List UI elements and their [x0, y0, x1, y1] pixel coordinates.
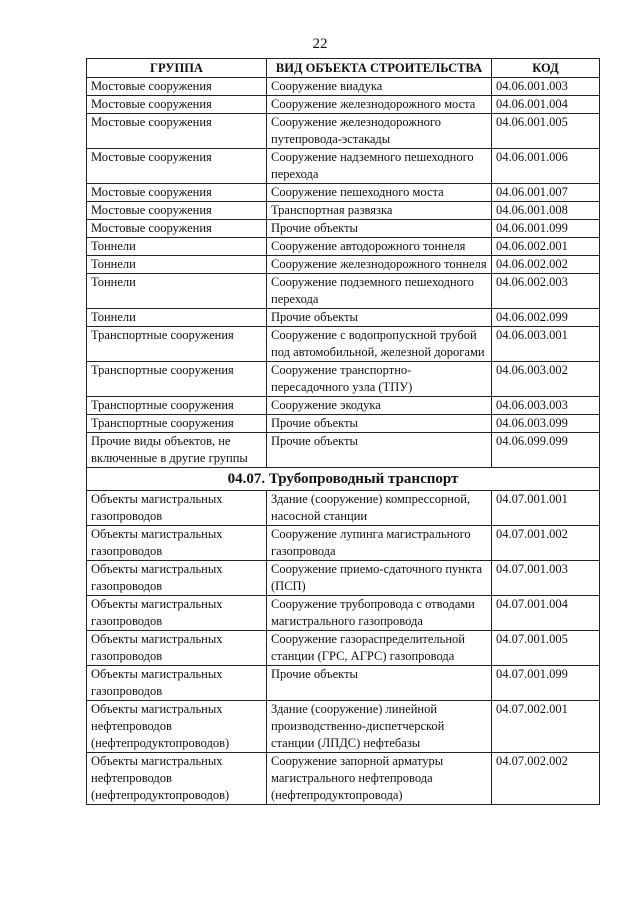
column-header-group: ГРУППА	[87, 59, 267, 78]
cell-group: Мостовые сооружения	[87, 184, 267, 202]
cell-object-type: Сооружение приемо-сдаточного пункта (ПСП)	[267, 561, 492, 596]
cell-group: Объекты магистральных газопроводов	[87, 666, 267, 701]
table-row	[87, 433, 600, 468]
table-row	[87, 596, 600, 631]
table-row	[87, 309, 600, 327]
cell-group: Транспортные сооружения	[87, 397, 267, 415]
cell-object-type: Сооружение надземного пешеходного перехода	[267, 149, 492, 184]
cell-group: Мостовые сооружения	[87, 78, 267, 96]
cell-group: Мостовые сооружения	[87, 149, 267, 184]
cell-object-type: Сооружение пешеходного моста	[267, 184, 492, 202]
table-row	[87, 149, 600, 184]
cell-group: Транспортные сооружения	[87, 362, 267, 397]
cell-code: 04.07.002.002	[492, 753, 600, 805]
table-row	[87, 202, 600, 220]
cell-object-type: Сооружение экодука	[267, 397, 492, 415]
table-row	[87, 327, 600, 362]
cell-code: 04.06.002.003	[492, 274, 600, 309]
table-body-transport	[87, 78, 600, 468]
cell-group: Тоннели	[87, 309, 267, 327]
cell-group: Объекты магистральных газопроводов	[87, 526, 267, 561]
table-header-row	[87, 59, 600, 78]
cell-object-type: Прочие объекты	[267, 415, 492, 433]
table-row	[87, 362, 600, 397]
table-row	[87, 184, 600, 202]
section-row	[87, 468, 600, 491]
cell-code: 04.06.001.007	[492, 184, 600, 202]
table-row	[87, 526, 600, 561]
classification-table	[86, 58, 600, 805]
table-row	[87, 753, 600, 805]
table-row	[87, 238, 600, 256]
cell-group: Объекты магистральных газопроводов	[87, 561, 267, 596]
cell-object-type: Сооружение автодорожного тоннеля	[267, 238, 492, 256]
cell-code: 04.06.002.099	[492, 309, 600, 327]
cell-group: Объекты магистральных газопроводов	[87, 491, 267, 526]
table-row	[87, 114, 600, 149]
cell-object-type: Сооружение подземного пешеходного перехода	[267, 274, 492, 309]
cell-code: 04.06.003.001	[492, 327, 600, 362]
cell-group: Тоннели	[87, 238, 267, 256]
table-row	[87, 701, 600, 753]
table-row	[87, 397, 600, 415]
cell-object-type: Сооружение виадука	[267, 78, 492, 96]
cell-object-type: Прочие объекты	[267, 309, 492, 327]
cell-object-type: Сооружение лупинга магистрального газопровода	[267, 526, 492, 561]
cell-group: Мостовые сооружения	[87, 114, 267, 149]
cell-object-type: Сооружение железнодорожного моста	[267, 96, 492, 114]
cell-code: 04.07.001.003	[492, 561, 600, 596]
table-row	[87, 415, 600, 433]
cell-code: 04.07.001.002	[492, 526, 600, 561]
cell-code: 04.06.002.001	[492, 238, 600, 256]
cell-object-type: Прочие объекты	[267, 433, 492, 468]
cell-code: 04.06.001.003	[492, 78, 600, 96]
cell-code: 04.06.001.008	[492, 202, 600, 220]
table-row	[87, 666, 600, 701]
cell-object-type: Транспортная развязка	[267, 202, 492, 220]
cell-code: 04.06.003.002	[492, 362, 600, 397]
section-title: 04.07. Трубопроводный транспорт	[87, 468, 600, 491]
column-header-type: ВИД ОБЪЕКТА СТРОИТЕЛЬСТВА	[267, 59, 492, 78]
cell-object-type: Сооружение железнодорожного тоннеля	[267, 256, 492, 274]
cell-group: Мостовые сооружения	[87, 220, 267, 238]
cell-code: 04.07.002.001	[492, 701, 600, 753]
cell-code: 04.06.002.002	[492, 256, 600, 274]
cell-group: Тоннели	[87, 274, 267, 309]
cell-object-type: Прочие объекты	[267, 220, 492, 238]
cell-code: 04.06.003.099	[492, 415, 600, 433]
cell-code: 04.07.001.001	[492, 491, 600, 526]
cell-group: Прочие виды объектов, не включенные в другие группы	[87, 433, 267, 468]
cell-object-type: Сооружение запорной арматуры магистрального нефтепровода (нефтепродуктопровода)	[267, 753, 492, 805]
cell-group: Тоннели	[87, 256, 267, 274]
table-row	[87, 631, 600, 666]
cell-code: 04.06.001.005	[492, 114, 600, 149]
cell-code: 04.07.001.099	[492, 666, 600, 701]
table-row	[87, 220, 600, 238]
page-number: 22	[312, 36, 328, 52]
cell-object-type: Прочие объекты	[267, 666, 492, 701]
cell-group: Мостовые сооружения	[87, 202, 267, 220]
cell-code: 04.07.001.004	[492, 596, 600, 631]
cell-group: Транспортные сооружения	[87, 415, 267, 433]
cell-object-type: Здание (сооружение) линейной производственно-диспетчерской станции (ЛПДС) нефтебазы	[267, 701, 492, 753]
cell-code: 04.06.001.099	[492, 220, 600, 238]
cell-code: 04.07.001.005	[492, 631, 600, 666]
section-heading-body	[87, 468, 600, 491]
table-row	[87, 274, 600, 309]
table-row	[87, 491, 600, 526]
cell-object-type: Здание (сооружение) компрессорной, насосной станции	[267, 491, 492, 526]
cell-code: 04.06.001.006	[492, 149, 600, 184]
table-body-pipelines	[87, 491, 600, 805]
cell-group: Объекты магистральных газопроводов	[87, 631, 267, 666]
cell-object-type: Сооружение транспортно-пересадочного узла (ТПУ)	[267, 362, 492, 397]
cell-object-type: Сооружение с водопропускной трубой под автомобильной, железной дорогами	[267, 327, 492, 362]
column-header-code: КОД	[492, 59, 600, 78]
cell-group: Объекты магистральных газопроводов	[87, 596, 267, 631]
cell-code: 04.06.099.099	[492, 433, 600, 468]
cell-group: Мостовые сооружения	[87, 96, 267, 114]
cell-group: Объекты магистральных нефтепроводов (нефтепродуктопроводов)	[87, 753, 267, 805]
cell-group: Транспортные сооружения	[87, 327, 267, 362]
table-row	[87, 78, 600, 96]
cell-code: 04.06.001.004	[492, 96, 600, 114]
table-row	[87, 256, 600, 274]
cell-object-type: Сооружение железнодорожного путепровода-эстакады	[267, 114, 492, 149]
cell-code: 04.06.003.003	[492, 397, 600, 415]
cell-object-type: Сооружение трубопровода с отводами магистрального газопровода	[267, 596, 492, 631]
table-row	[87, 96, 600, 114]
table-row	[87, 561, 600, 596]
cell-group: Объекты магистральных нефтепроводов (нефтепродуктопроводов)	[87, 701, 267, 753]
cell-object-type: Сооружение газораспределительной станции (ГРС, АГРС) газопровода	[267, 631, 492, 666]
